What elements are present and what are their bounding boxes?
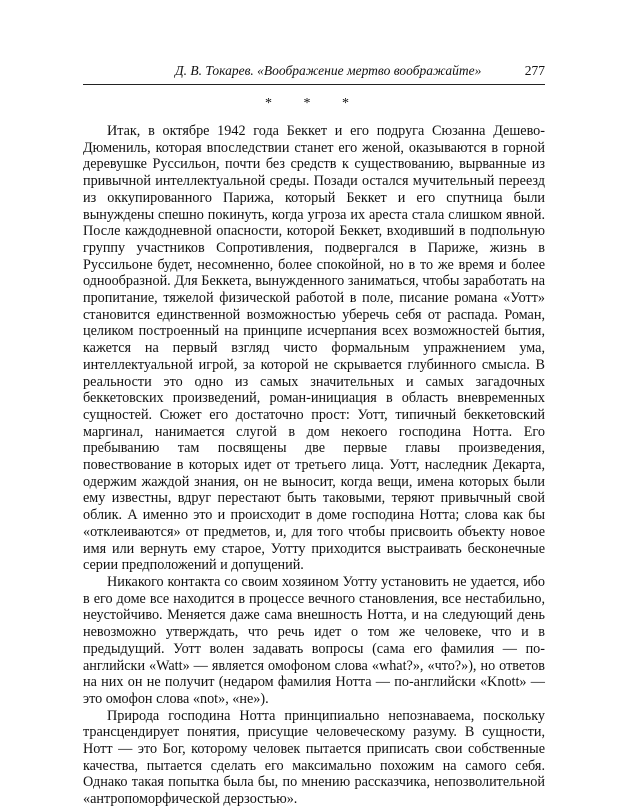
paragraph: Итак, в октябре 1942 года Беккет и его подруга Сюзанна Дешево-Дюмениль, которая впоследствии станет его женой, оказываются в горной деревушке Руссильон, почти без средств к существованию, вырванные из привычной интеллектуальной среды. Позади остался мучительный переезд из оккупированного Парижа, который Беккет и его спутница были вынуждены спешно покинуть, когда угроза их ареста стала слишком явной. После каждодневной опасности, которой Беккет, входивший в подпольную группу участников Сопротивления, подвергался в Париже, жизнь в Руссильоне будет, несомненно, более спокойной, но в то же время и более однообразной. Для Беккета, вынужденного заниматься, чтобы заработать на пропитание, тяжелой физической работой в поле, писание романа «Уотт» становится единственной возможностью уберечь себя от распада. Роман, целиком построенный на принципе исчерпания всех возможностей бытия, кажется на первый взгляд чисто формальным упражнением ума, интеллектуальной игрой, за которой не скрывается глубинного смысла. В реальности это одно из самых значительных и самых загадочных беккетовских произведений, роман-инициация в область вневременных сущностей. Сюжет его достаточно прост: Уотт, типичный беккетовский маргинал, нанимается слугой в дом некоего господина Нотта. Его пребыванию там посвящены две первые главы произведения, повествование в которых идет от третьего лица. Уотт, наследник Декарта, одержим жаждой знания, он не выносит, когда вещи, имена которых были ему известны, вдруг перестают быть таковыми, теряют привычный свой облик. А именно это и происходит в доме господина Нотта; слова как бы «отклеиваются» от предметов, и, для того чтобы присвоить объекту новое имя или вернуть ему старое, Уотту приходится выстраивать бесконечные серии предположений и допущений. xyxy=(83,123,545,574)
paragraph: Никакого контакта со своим хозяином Уотту установить не удается, ибо в его доме все находится в процессе вечного становления, все нестабильно, неустойчиво. Меняется даже сама внешность Нотта, и на следующий день невозможно утверждать, что речь идет о том же человеке, что и в предыдущий. Уотт волен задавать вопросы (сама его фамилия — по-английски «Watt» — является омофоном слова «what?», «что?»), но ответов на них он не получит (недаром фамилия Нотта — по-английски «Knott» — это омофон слова «not», «не»). xyxy=(83,573,545,707)
paragraph: Природа господина Нотта принципиально непознаваема, поскольку трансцендирует понятия, присущие человеческому разуму. В сущности, Нотт — это Бог, которому человек пытается приписать свои собственные качества, пытается сделать его максимально похожим на самого себя. Однако такая попытка была бы, по мнению рассказчика, непозволительной «антропоморфической дерзостью». xyxy=(83,707,545,808)
header-rule xyxy=(83,84,545,85)
body-text xyxy=(83,123,545,808)
running-title: Д. В. Токарев. «Воображение мертво воображайте» xyxy=(175,63,482,78)
running-header xyxy=(83,62,545,82)
section-separator: * * * xyxy=(265,96,363,111)
page-number: 277 xyxy=(524,63,545,78)
